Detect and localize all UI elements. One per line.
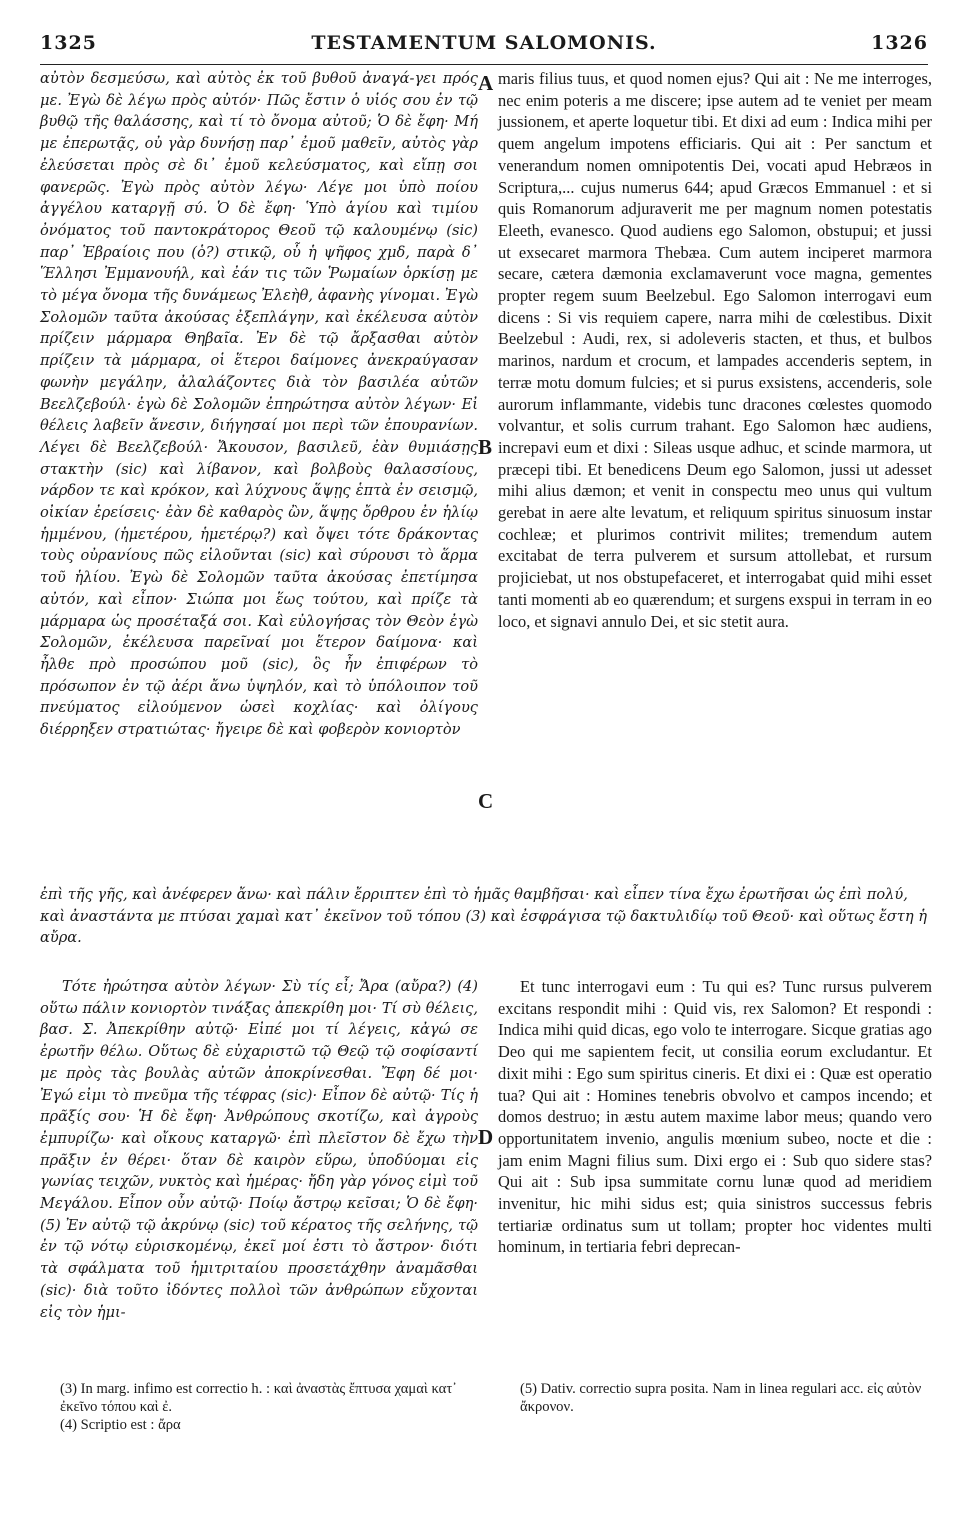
greek-column-bottom	[40, 976, 478, 1323]
footnote-3: (3) In marg. infimo est correctio h. : καὶ ἀναστὰς ἔπτυσα χαμαὶ κατ᾽ ἐκεῖνο τόπου καὶ ἐ.	[60, 1381, 458, 1415]
page-number-left: 1325	[40, 32, 97, 54]
latin-text-top: maris filius tuus, et quod nomen ejus? Qui ait : Ne me interroges, nec enim poteris a me discere; ipse autem ad te veniet per meam jussionem, et aperte loquetur tibi. Et dixi ad eum : Indica mihi per quem angelum impotens efficiaris. Qui ait : Per sanctum et venerandum nomen omnipotentis Dei, vocati apud Hebræos in Scriptura,... cujus numerus 644; apud Græcos Emmanuel : et si quis Romanorum adjuraverit me per magnum nomen potestatis Eleeth, evanesco. Quod audiens ego Salomon, obstupui; et jussi ut exsecaret marmora Thebæa. Cum autem inciperet marmora secare, cætera dæmonia exclamaverunt voce magna, gementes propter regem suum Beelzebul. Ego Salomon interrogavi eum dicens : Si vis requiem capere, narra mihi de cœlestibus. Dixit Beelzebul : Audi, rex, si adoleveris stacten, et thus, et bulbos marinos, nardum et crocum, et lampades accenderis septem, in terræ motu domum fulcies; et si purus exsistens, accenderis, sole aurorum inflammante, videbis tunc dracones cœlestes quomodo volvantur, et solis currum trahant. Ego Salomon hæc audiens, increpavi eum et dixi : Sileas usque adhuc, et scinde marmora, ut præcepi tibi. Et benedicens Deum ego Salomon, jussi ut adesset mihi alius dæmon; et venit in conspectu meo unus qui vultum gerebat in aere alte levatum, et reliquum spiritus sinuosum instar cochleæ; et plurimos contrivit milites; tremendum autem excitabat de terra pulverem et sursum attollebat, et rursum projiciebat, ut nos obstupefaceret, et interrogabat quid mihi esset tanti momenti ab eo quærendum; et surgens exspui in terram in eo loco, et signavi annulo Dei, et sic stetit aura.	[498, 69, 932, 631]
running-header	[40, 28, 928, 65]
section-marker-a: A	[478, 71, 494, 95]
footnote-4: (4) Scriptio est : ἄρα	[60, 1417, 181, 1433]
footnotes-left	[60, 1380, 478, 1434]
greek-full-width	[40, 884, 930, 949]
section-marker-c: C	[478, 789, 494, 813]
latin-column-top	[498, 68, 932, 632]
latin-text-bottom: Et tunc interrogavi eum : Tu qui es? Tunc rursus pulverem excitans respondit mihi : Quid vis, rex Salomon? Et respondi : Indica mihi quid dicas, ego volo te interrogare. Sicque gratias ago Deo qui me sapientem fecit, ut consilia eorum excludantur. Et dixit mihi : Ego sum spiritus cineris. Et dixi ei : Quæ est operatio tua? Qui ait : Homines tenebris obvolvo et campos incendo; et domos destruo; in æstu autem maxime labor meus; quando vero opportunitatem invenio, angulis mœnium subeo, nocte et die : jam enim Magni filius sum. Dixi ergo ei : Sub quo sidere stas? Qui ait : Sub ipsa summitate cornu lunæ quod ad meridiem invenitur, hic mihi sidus est; quia sinistros successus febris tertiariæ ordinatus sum ut tollam; propter hoc videntes multi hominum, in tertiaria febri deprecan-	[498, 977, 932, 1257]
section-marker-d: D	[478, 1125, 494, 1149]
running-title: TESTAMENTUM SALOMONIS.	[311, 32, 657, 54]
greek-text-top: αὐτὸν δεσμεύσω, καὶ αὐτὸς ἐκ τοῦ βυθοῦ ἀναγά-γει πρός με. Ἐγὼ δὲ λέγω πρὸς αὐτόν· Πῶς ἔστιν ὁ υἱός σου ἐν τῷ βυθῷ τῆς θαλάσσης, καὶ τί τὸ ὄνομα αὐτοῦ; Ὁ δὲ ἔφη· Μή με ἐπερωτᾷς, οὐ γὰρ δυνήσῃ παρ᾽ ἐμοῦ μαθεῖν, αὐτὸς γὰρ ἐλεύσεται πρὸς σὲ δι᾽ ἐμοῦ κελεύσματος, καὶ εἴπῃ σοι φανερῶς. Ἐγὼ πρὸς αὐτὸν λέγω· Λέγε μοι ὑπὸ ποίου ἀγγέλου καταργῇ σύ. Ὁ δὲ ἔφη· Ὑπὸ ἁγίου καὶ τιμίου ὀνόματος τοῦ παντοκράτορος Θεοῦ τῷ καλουμένῳ (sic) παρ᾽ Ἑβραίοις που (ὁ?) στικῷ, οὗ ἡ ψῆφος χμδ, παρὰ δ᾽ Ἕλλησι Ἐμμανουήλ, καὶ ἐάν τις τῶν Ῥωμαίων ὁρκίσῃ με τὸ μέγα ὄνομα τῆς δυνάμεως Ἐλεὴθ, ἀφανὴς γίνομαι. Ἐγὼ Σολομῶν ταῦτα ἀκούσας ἐξεπλάγην, καὶ ἐκέλευσα αὐτὸν πρίζειν μάρμαρα Θηβαῖα. Ἐν δὲ τῷ ἄρξασθαι αὐτὸν πρίζειν τὰ μάρμαρα, οἱ ἕτεροι δαίμονες ἀνεκραύγασαν φωνὴν μεγάλην, ἀλαλάζοντες διὰ τὸν βασιλέα αὐτῶν Βεελζεβούλ· ἐγὼ δὲ Σολομῶν ἐπηρώτησα αὐτὸν λέγων· Εἰ θέλεις λαβεῖν ἄνεσιν, διήγησαί μοι περὶ τῶν ἐπουρανίων. Λέγει δὲ Βεελζεβούλ· Ἄκουσον, βασιλεῦ, ἐὰν θυμιάσῃς στακτὴν (sic) καὶ λίβανον, καὶ βολβοὺς θαλασσίους, νάρδον τε καὶ κρόκον, καὶ λύχνους ἅψῃς ἑπτὰ ἐν σεισμῷ, οἰκίαν ἐρείσεις· ἐὰν δὲ καθαρὸς ὢν, ἅψῃς ὄρθρου ἐν ἡλίῳ ἡμμένου, (ἡμετέρου, ἡμετέρῳ?) καὶ ὄψει τότε δράκοντας τοὺς οὐρανίους πῶς εἰλοῦνται (sic) καὶ σύρουσι τὸ ἅρμα τοῦ ἡλίου. Ἐγὼ δὲ Σολομῶν ταῦτα ἀκούσας ἐπετίμησα αὐτόν, καὶ εἶπον· Σιώπα μοι ἕως τούτου, καὶ πρίζε τὰ μάρμαρα ὡς προσέταξά σοι. Καὶ εὐλογήσας τὸν Θεὸν ἐγὼ Σολομῶν, ἐκέλευσα παρεῖναί μοι ἕτερον δαίμονα· καὶ ἦλθε πρὸ προσώπου μοῦ (sic), ὃς ἦν ἐπιφέρων τὸ πρόσωπον ἐν τῷ ἀέρι ἄνω ὑψηλόν, καὶ τὸ ὑπόλοιπον τοῦ πνεύματος εἰλούμενον ὡσεὶ κοχλίας· καὶ ὀλίγους διέρρηξεν στρατιώτας· ἤγειρε δὲ καὶ φοβερὸν κονιορτὸν	[40, 70, 478, 739]
footnote-5: (5) Dativ. correctio supra posita. Nam in linea regulari acc. εἰς αὐτὸν ἄκρονον.	[520, 1381, 922, 1415]
greek-column-top	[40, 68, 478, 741]
page-number-right: 1326	[871, 32, 928, 54]
latin-column-bottom	[498, 976, 932, 1258]
greek-text-bottom: Τότε ἠρώτησα αὐτὸν λέγων· Σὺ τίς εἶ; Ἄρα (αὔρα?) (4) οὕτω πάλιν κονιορτὸν τινάξας ἀπεκρίθη μοι· Τί σὺ θέλεις, βασ. Σ. Ἀπεκρίθην αὐτῷ· Εἰπέ μοι τί λέγεις, κἀγώ σε ἐρωτῆν θέλω. Οὕτως δὲ εὐχαριστῶ τῷ Θεῷ τῷ σοφίσαντί με πρὸς τὰς βουλὰς αὐτῶν ἀποκρίνεσθαι. Ἔφη δέ μοι· Ἐγώ εἰμι τὸ πνεῦμα τῆς τέφρας (sic)· Εἶπον δὲ αὐτῷ· Τίς ἡ πρᾶξίς σου· Ἡ δὲ ἔφη· Ἀνθρώπους σκοτίζω, καὶ ἀγροὺς ἐμπυρίζω· καὶ οἴκους καταργῶ· ἐπὶ πλεῖστον δὲ ἔχω τὴν πρᾶξιν ἐν θέρει· ὅταν δὲ καιρὸν εὕρω, ὑποδύομαι εἰς γωνίας τειχῶν, νυκτὸς καὶ ἡμέρας· ἤδη γὰρ γόνος εἰμὶ τοῦ Μεγάλου. Εἶπον οὖν αὐτῷ· Ποίῳ ἄστρῳ κεῖσαι; Ὁ δὲ ἔφη· (5) Ἐν αὐτῷ τῷ ἀκρύνῳ (sic) τοῦ κέρατος τῆς σελήνης, τῷ ἐν τῷ νότῳ εὑρισκομένῳ, ἐκεῖ μοί ἐστι τὸ ἄστρον· διότι τὰ σφάλματα τοῦ ἡμιτριταίου προσετάχθην ἀναμᾶσθαι (sic)· διὰ τοῦτο ἰδόντες πολλοὶ τῶν ἀνθρώπων εὔχονται εἰς τὸν ἡμι-	[40, 978, 478, 1321]
footnotes-right	[520, 1380, 932, 1416]
section-marker-b: B	[478, 435, 493, 459]
greek-text-full: ἐπὶ τῆς γῆς, καὶ ἀνέφερεν ἄνω· καὶ πάλιν ἔρριπτεν ἐπὶ τὸ ἡμᾶς θαμβῆσαι· καὶ εἶπεν τίνα ἔχω ἐρωτῆσαι ὡς ἐπὶ πολύ, καὶ ἀναστάντα με πτύσαι χαμαὶ κατ᾽ ἐκεῖνον τοῦ τόπου (3) καὶ ἐσφράγισα τῷ δακτυλιδίῳ τοῦ Θεοῦ· καὶ οὕτως ἔστη ἡ αὔρα.	[40, 886, 927, 946]
